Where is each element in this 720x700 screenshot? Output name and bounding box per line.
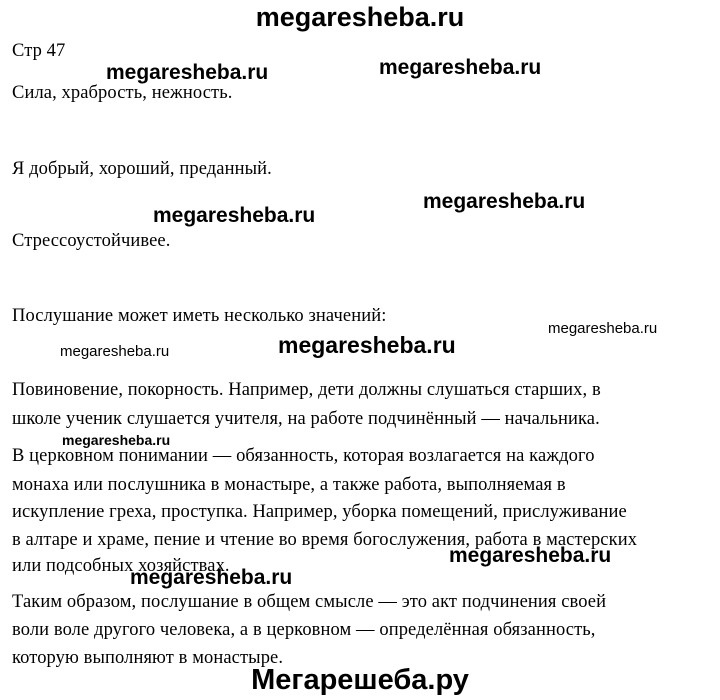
watermark-3: megaresheba.ru: [423, 190, 586, 213]
watermark-header: megaresheba.ru: [255, 2, 465, 32]
intro-line: Послушание может иметь несколько значений:: [12, 306, 387, 326]
watermark-4: megaresheba.ru: [153, 204, 316, 227]
watermark-5: megaresheba.ru: [548, 320, 658, 337]
paragraph3-line: воли воле другого человека, а в церковном — определённая обязанность,: [12, 620, 596, 640]
watermark-10: megaresheba.ru: [130, 566, 293, 589]
paragraph1-line: школе ученик слушается учителя, на работе подчинённый — начальника.: [12, 409, 600, 429]
watermark-6: megaresheba.ru: [278, 332, 456, 358]
watermark-2: megaresheba.ru: [379, 56, 542, 79]
paragraph2-line: или подсобных хозяйствах.: [12, 556, 230, 576]
answer-line-1: Сила, храбрость, нежность.: [12, 83, 233, 103]
answer-line-3: Стрессоустойчивее.: [12, 231, 171, 251]
watermark-9: megaresheba.ru: [449, 544, 612, 567]
paragraph3-line: которую выполняют в монастыре.: [12, 648, 284, 668]
watermark-footer: Мегарешеба.ру: [251, 664, 469, 696]
watermark-8: megaresheba.ru: [62, 432, 171, 448]
paragraph2-line: В церковном понимании — обязанность, которая возлагается на каждого: [12, 446, 595, 466]
paragraph3-line: Таким образом, послушание в общем смысле — это акт подчинения своей: [12, 592, 607, 612]
watermark-1: megaresheba.ru: [106, 61, 269, 84]
paragraph2-line: в алтаре и храме, пение и чтение во время богослужения, работа в мастерских: [12, 530, 638, 550]
page-number-label: Стр 47: [12, 41, 66, 61]
paragraph2-line: монаха или послушника в монастыре, а также работа, выполняемая в: [12, 475, 566, 495]
answer-line-2: Я добрый, хороший, преданный.: [12, 159, 272, 179]
watermark-7: megaresheba.ru: [60, 343, 170, 360]
paragraph2-line: искупление греха, проступка. Например, уборка помещений, прислуживание: [12, 502, 627, 522]
paragraph1-line: Повиновение, покорность. Например, дети должны слушаться старших, в: [12, 380, 601, 400]
